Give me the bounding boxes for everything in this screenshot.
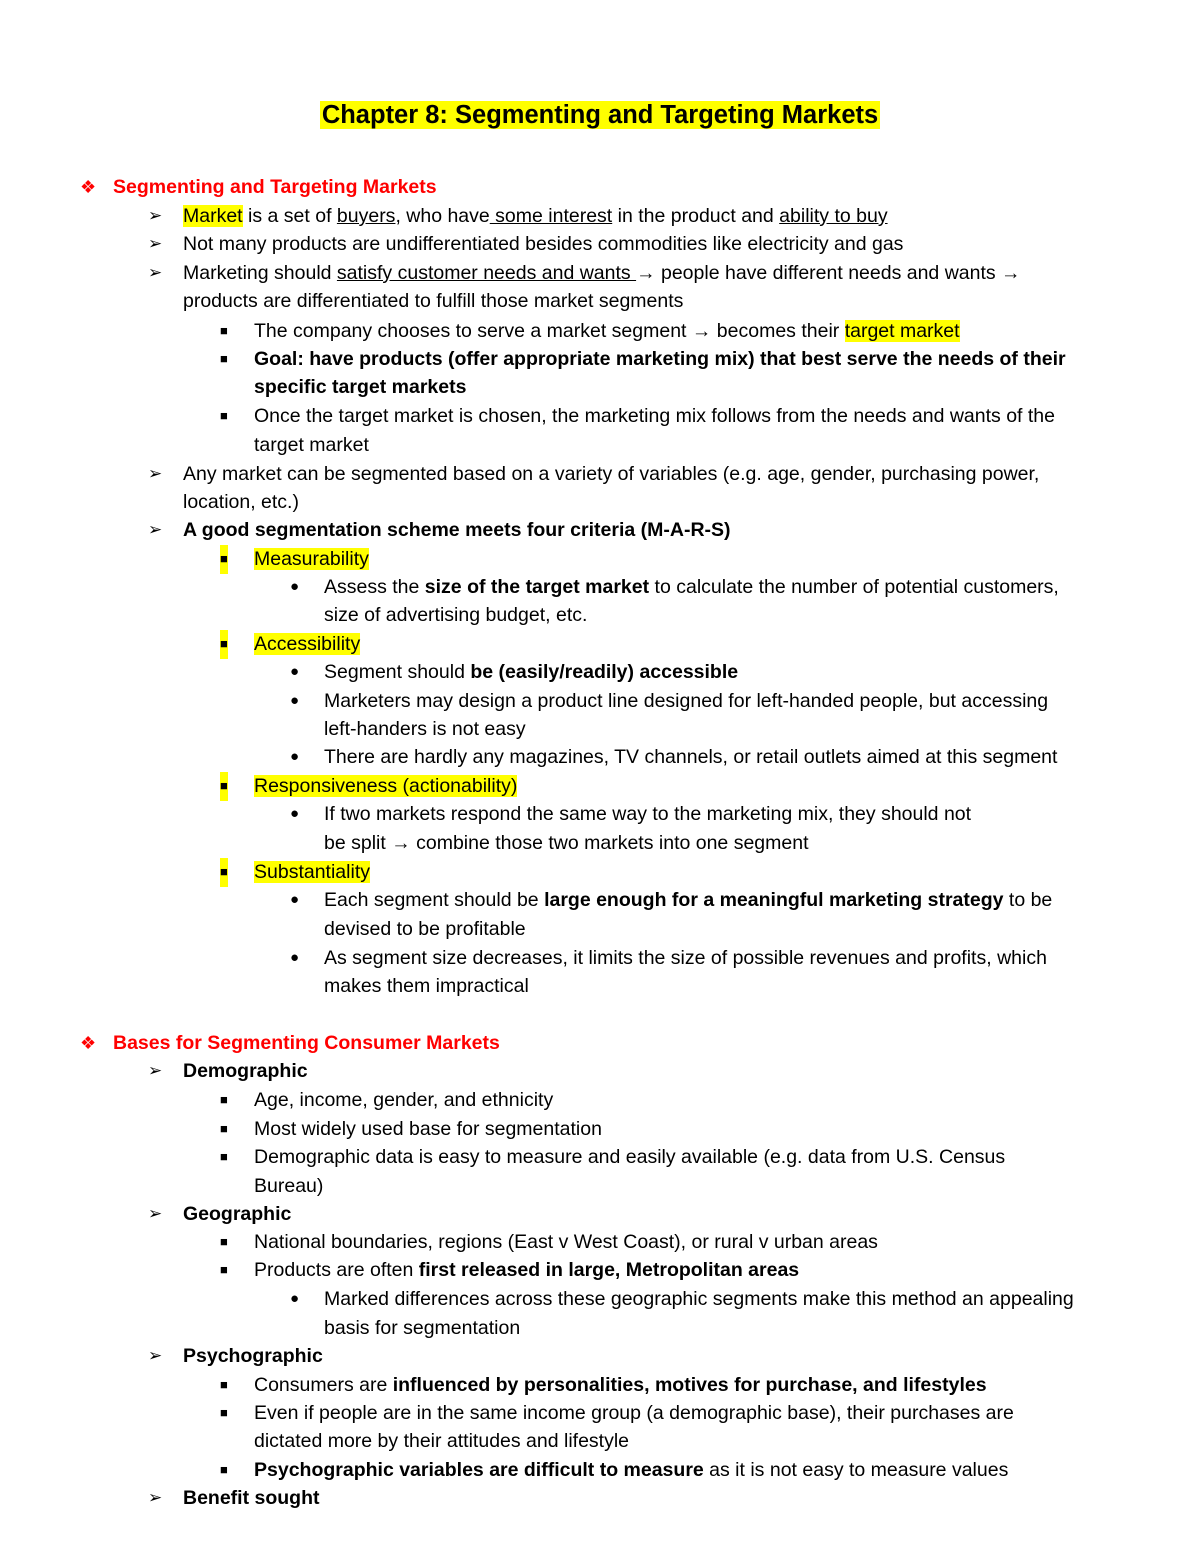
criteria-label: Accessibility: [254, 633, 361, 655]
list-item: Products are often first released in large, Metropolitan areas: [254, 1259, 800, 1281]
list-item: Goal: have products (offer appropriate marketing mix) that best serve the needs of their: [254, 348, 1066, 370]
arrow-bullet-icon: ➢: [148, 263, 163, 282]
square-bullet-icon: ■: [220, 351, 228, 366]
arrow-bullet-icon: ➢: [148, 464, 163, 483]
dot-bullet-icon: ●: [290, 748, 300, 765]
list-item: Market is a set of buyers, who have some interest in the product and ability to buy: [183, 205, 888, 227]
list-item: Most widely used base for segmentation: [254, 1118, 602, 1140]
list-item: As segment size decreases, it limits the size of possible revenues and profits, which: [324, 947, 1047, 969]
page-title: [0, 97, 1200, 133]
list-item: Marketing should satisfy customer needs and wants → people have different needs and wants →: [183, 262, 1021, 284]
list-item-continuation: makes them impractical: [324, 975, 529, 997]
list-item-continuation: location, etc.): [183, 491, 299, 513]
square-bullet-icon: ■: [220, 1377, 228, 1392]
page-title-text: Chapter 8: Segmenting and Targeting Markets: [321, 101, 879, 129]
list-item-continuation: Bureau): [254, 1175, 324, 1197]
list-item: Benefit sought: [183, 1487, 320, 1509]
list-item-continuation: devised to be profitable: [324, 918, 526, 940]
square-bullet-icon: ■: [220, 1234, 228, 1249]
list-item-continuation: specific target markets: [254, 376, 467, 398]
square-bullet-icon: ■: [220, 323, 228, 338]
list-item: Demographic data is easy to measure and easily available (e.g. data from U.S. Census: [254, 1146, 1006, 1168]
list-item: Assess the size of the target market to calculate the number of potential customers,: [324, 576, 1059, 598]
list-item: Psychographic variables are difficult to measure as it is not easy to measure values: [254, 1459, 1009, 1481]
square-bullet-icon: ■: [220, 772, 228, 801]
list-item: The company chooses to serve a market segment → becomes their target market: [254, 320, 960, 342]
list-item: Demographic: [183, 1060, 308, 1082]
square-bullet-icon: ■: [220, 408, 228, 423]
arrow-bullet-icon: ➢: [148, 206, 163, 225]
criteria-label: Responsiveness (actionability): [254, 775, 518, 797]
square-bullet-icon: ■: [220, 545, 228, 574]
square-bullet-icon: ■: [220, 1262, 228, 1277]
square-bullet-icon: ■: [220, 858, 228, 887]
diamond-bullet-icon: ❖: [80, 177, 97, 197]
list-item: If two markets respond the same way to the marketing mix, they should not: [324, 803, 972, 825]
criteria-label: Substantiality: [254, 861, 370, 883]
criteria-label: Measurability: [254, 548, 369, 570]
list-item-continuation: dictated more by their attitudes and lifestyle: [254, 1430, 630, 1452]
list-item: Each segment should be large enough for a meaningful marketing strategy to be: [324, 889, 1053, 911]
section-heading: Bases for Segmenting Consumer Markets: [113, 1032, 500, 1054]
list-item: Once the target market is chosen, the marketing mix follows from the needs and wants of the: [254, 405, 1055, 427]
list-item: Even if people are in the same income group (a demographic base), their purchases are: [254, 1402, 1014, 1424]
arrow-bullet-icon: ➢: [148, 520, 163, 539]
square-bullet-icon: ■: [220, 1092, 228, 1107]
dot-bullet-icon: ●: [290, 692, 300, 709]
list-item-continuation: be split → combine those two markets into one segment: [324, 832, 809, 854]
square-bullet-icon: ■: [220, 1462, 228, 1477]
dot-bullet-icon: ●: [290, 949, 300, 966]
list-item: Not many products are undifferentiated besides commodities like electricity and gas: [183, 233, 904, 255]
section-heading: Segmenting and Targeting Markets: [113, 176, 437, 198]
square-bullet-icon: ■: [220, 1405, 228, 1420]
list-item-continuation: size of advertising budget, etc.: [324, 604, 588, 626]
list-item: Consumers are influenced by personalities, motives for purchase, and lifestyles: [254, 1374, 987, 1396]
dot-bullet-icon: ●: [290, 891, 300, 908]
dot-bullet-icon: ●: [290, 663, 300, 680]
arrow-bullet-icon: ➢: [148, 234, 163, 253]
dot-bullet-icon: ●: [290, 578, 300, 595]
arrow-bullet-icon: ➢: [148, 1061, 163, 1080]
list-item: Marked differences across these geographic segments make this method an appealing: [324, 1288, 1074, 1310]
list-item: National boundaries, regions (East v West Coast), or rural v urban areas: [254, 1231, 878, 1253]
list-item: There are hardly any magazines, TV channels, or retail outlets aimed at this segment: [324, 746, 1058, 768]
square-bullet-icon: ■: [220, 1121, 228, 1136]
arrow-bullet-icon: ➢: [148, 1488, 163, 1507]
list-item: Any market can be segmented based on a variety of variables (e.g. age, gender, purchasing power,: [183, 463, 1040, 485]
square-bullet-icon: ■: [220, 1149, 228, 1164]
square-bullet-icon: ■: [220, 630, 228, 659]
list-item: Age, income, gender, and ethnicity: [254, 1089, 554, 1111]
dot-bullet-icon: ●: [290, 1290, 300, 1307]
arrow-bullet-icon: ➢: [148, 1346, 163, 1365]
diamond-bullet-icon: ❖: [80, 1033, 97, 1053]
dot-bullet-icon: ●: [290, 805, 300, 822]
list-item: Geographic: [183, 1203, 292, 1225]
list-item-continuation: left-handers is not easy: [324, 718, 526, 740]
arrow-bullet-icon: ➢: [148, 1204, 163, 1223]
list-item-continuation: basis for segmentation: [324, 1317, 521, 1339]
list-item-continuation: target market: [254, 434, 369, 456]
list-item: Segment should be (easily/readily) accessible: [324, 661, 739, 683]
list-item: Psychographic: [183, 1345, 323, 1367]
list-item: Marketers may design a product line designed for left-handed people, but accessing: [324, 690, 1049, 712]
list-item-continuation: products are differentiated to fulfill those market segments: [183, 290, 684, 312]
list-item: A good segmentation scheme meets four criteria (M-A-R-S): [183, 519, 731, 541]
